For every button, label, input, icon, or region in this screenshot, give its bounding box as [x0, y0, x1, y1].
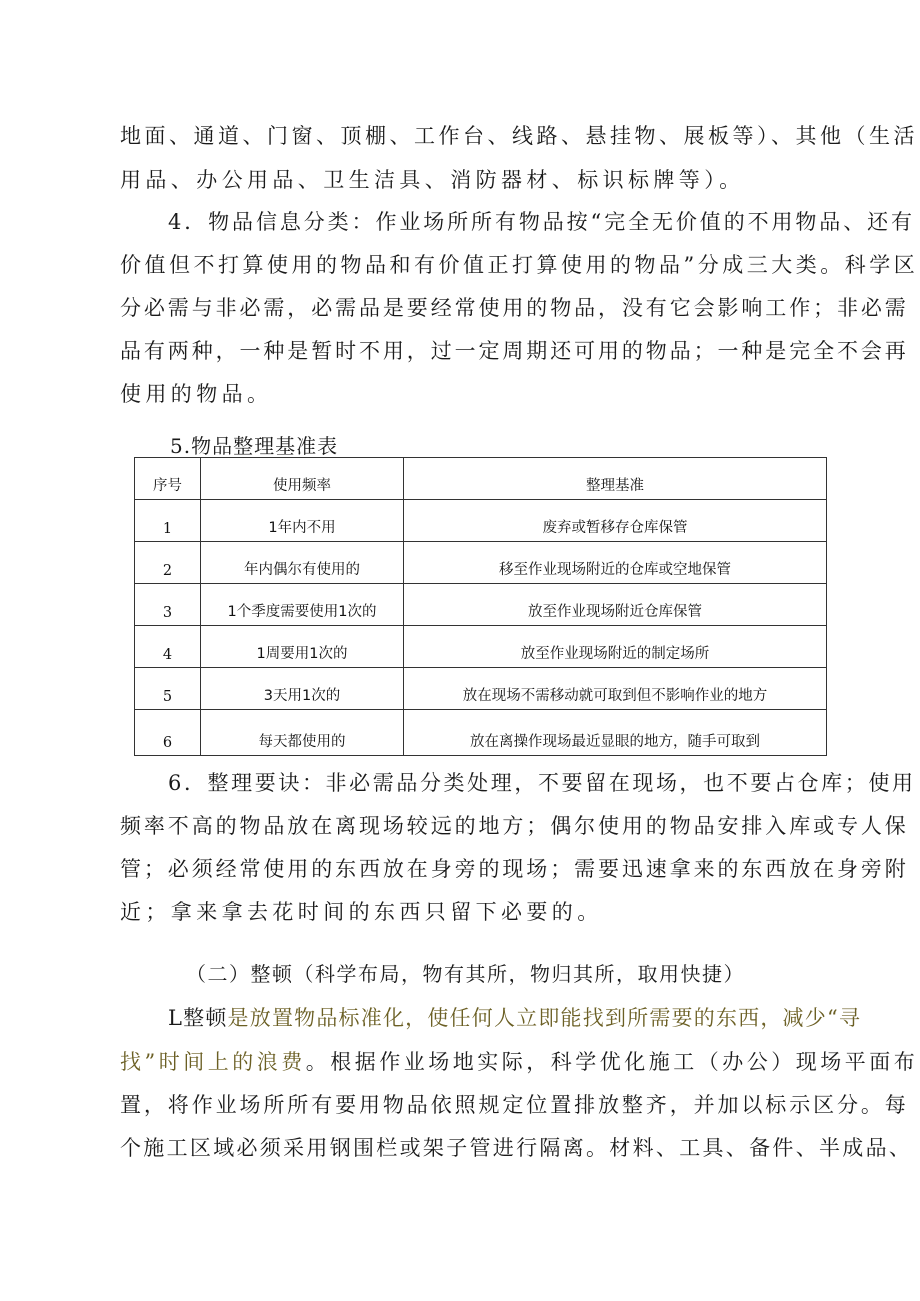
table-header-row [135, 458, 827, 500]
sorting-criterion: 放至作业现场附近的制定场所 [404, 626, 827, 668]
usage-frequency: 每天都使用的 [201, 710, 404, 756]
sorting-criterion: 放在离操作现场最近显眼的地方，随手可取到 [404, 710, 827, 756]
item-l-line: 个施工区域必须采用钢围栏或架子管进行隔离。材料、工具、备件、半成品、 [120, 1136, 913, 1160]
item-l-line [168, 1003, 861, 1033]
sorting-criterion: 移至作业现场附近的仓库或空地保管 [404, 542, 827, 584]
sorting-criterion: 废弃或暂移存仓库保管 [404, 500, 827, 542]
usage-frequency: 年内偶尔有使用的 [201, 542, 404, 584]
usage-frequency: 1个季度需要使用1次的 [201, 584, 404, 626]
row-number: 3 [135, 584, 201, 626]
paragraph-line: 用品、办公用品、卫生洁具、消防器材、标识标牌等）。 [120, 168, 745, 192]
header-cell: 整理基准 [404, 458, 827, 500]
row-number: 4 [135, 626, 201, 668]
table-row [135, 668, 827, 710]
sorting-criterion: 放至作业现场附近仓库保管 [404, 584, 827, 626]
row-number: 1 [135, 500, 201, 542]
usage-frequency: 1周要用1次的 [201, 626, 404, 668]
header-cell: 使用频率 [201, 458, 404, 500]
item-l-lead: L整顿 [168, 1006, 228, 1030]
item6-line: 频率不高的物品放在离现场较远的地方；偶尔使用的物品安排入库或专人保 [120, 814, 909, 838]
item-l-line [120, 1047, 918, 1077]
item6-line: 管；必须经常使用的东西放在身旁的现场；需要迅速拿来的东西放在身旁附 [120, 857, 909, 881]
item4-line: 品有两种，一种是暂时不用，过一定周期还可用的物品；一种是完全不会再 [120, 339, 909, 363]
item4-line: 4．物品信息分类：作业场所所有物品按“完全无价值的不用物品、还有 [168, 210, 915, 234]
item6-line: 6．整理要诀：非必需品分类处理，不要留在现场，也不要占仓库；使用 [168, 771, 916, 795]
row-number: 5 [135, 668, 201, 710]
row-number: 2 [135, 542, 201, 584]
item-l-highlight: 找”时间上的浪费 [120, 1050, 306, 1074]
item-l-highlight: 是放置物品标准化，使任何人立即能找到所需要的东西，减少“寻 [227, 1006, 862, 1030]
header-cell: 序号 [135, 458, 201, 500]
usage-frequency: 1年内不用 [201, 500, 404, 542]
table-title: 5.物品整理基准表 [170, 434, 339, 458]
row-number: 6 [135, 710, 201, 756]
usage-frequency: 3天用1次的 [201, 668, 404, 710]
table-row [135, 500, 827, 542]
item6-line: 近；拿来拿去花时间的东西只留下必要的。 [120, 900, 603, 924]
paragraph-line: 地面、通道、门窗、顶棚、工作台、线路、悬挂物、展板等）、其他（生活 [120, 124, 918, 148]
sorting-criteria-table [134, 457, 827, 756]
table-row [135, 542, 827, 584]
item4-line: 使用的物品。 [120, 382, 273, 406]
table-row [135, 710, 827, 756]
sorting-criterion: 放在现场不需移动就可取到但不影响作业的地方 [404, 668, 827, 710]
table-row [135, 626, 827, 668]
item-l-text: 。根据作业场地实际，科学优化施工（办公）现场平面布 [305, 1050, 919, 1074]
item-l-line: 置，将作业场所所有要用物品依照规定位置排放整齐，并加以标示区分。每 [120, 1093, 909, 1117]
table-row [135, 584, 827, 626]
item4-line: 价值但不打算使用的物品和有价值正打算使用的物品”分成三大类。科学区 [120, 253, 919, 277]
item4-line: 分必需与非必需，必需品是要经常使用的物品，没有它会影响工作；非必需 [120, 296, 909, 320]
section-heading: （二）整顿（科学布局，物有其所，物归其所，取用快捷） [186, 962, 745, 986]
